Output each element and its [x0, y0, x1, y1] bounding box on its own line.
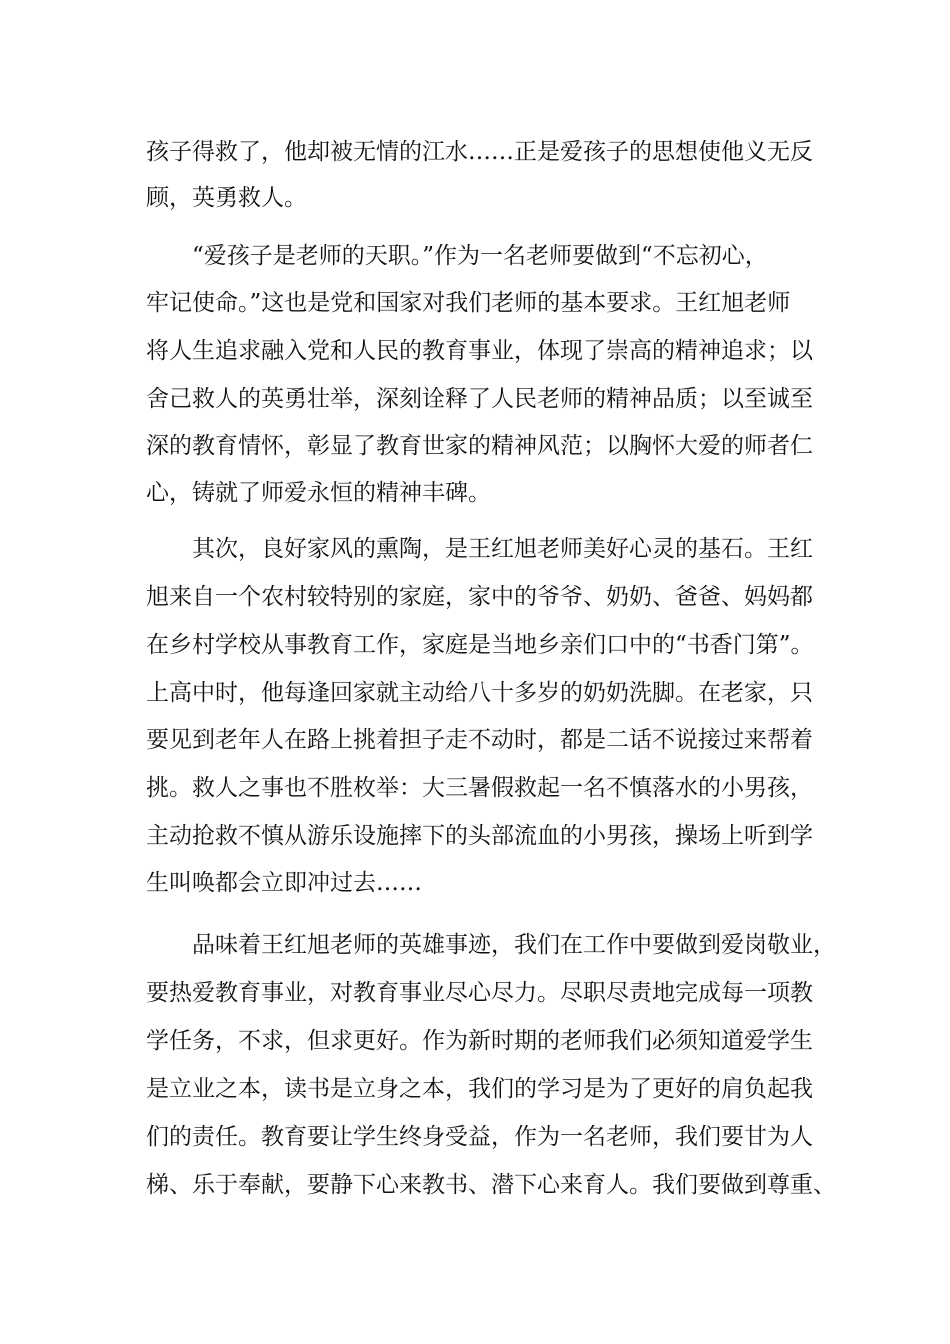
- text-line: 将人生追求融入党和人民的教育事业，体现了崇高的精神追求；以: [146, 338, 813, 364]
- text-line: 心，铸就了师爱永恒的精神丰碑。: [146, 480, 491, 506]
- text-line-paragraph-start: “爱孩子是老师的天职。”作为一名老师要做到“不忘初心，: [192, 243, 768, 269]
- text-line: 舍己救人的英勇壮举，深刻诠释了人民老师的精神品质；以至诚至: [146, 386, 813, 412]
- text-line: 在乡村学校从事教育工作，家庭是当地乡亲们口中的“书香门第”。: [146, 632, 814, 658]
- text-line: 学任务，不求，但求更好。作为新时期的老师我们必须知道爱学生: [146, 1028, 813, 1054]
- text-line: 旭来自一个农村较特别的家庭，家中的爷爷、奶奶、爸爸、妈妈都: [146, 584, 813, 610]
- text-line: 要热爱教育事业，对教育事业尽心尽力。尽职尽责地完成每一项教: [146, 980, 813, 1006]
- text-line: 顾，英勇救人。: [146, 185, 307, 211]
- text-line: 是立业之本，读书是立身之本，我们的学习是为了更好的肩负起我: [146, 1076, 813, 1102]
- text-line: 主动抢救不慎从游乐设施摔下的头部流血的小男孩，操场上听到学: [146, 823, 813, 849]
- text-line: 深的教育情怀，彰显了教育世家的精神风范；以胸怀大爱的师者仁: [146, 433, 813, 459]
- text-line: 们的责任。教育要让学生终身受益，作为一名老师，我们要甘为人: [146, 1124, 813, 1150]
- text-line: 生叫唤都会立即冲过去……: [146, 870, 422, 896]
- text-line: 要见到老年人在路上挑着担子走不动时，都是二话不说接过来帮着: [146, 727, 813, 753]
- text-line: 牢记使命。”这也是党和国家对我们老师的基本要求。王红旭老师: [146, 290, 791, 316]
- text-line: 挑。救人之事也不胜枚举：大三暑假救起一名不慎落水的小男孩，: [146, 775, 813, 801]
- text-line: 梯、乐于奉献，要静下心来教书、潜下心来育人。我们要做到尊重、: [146, 1172, 836, 1198]
- text-line-paragraph-start: 其次，良好家风的熏陶，是王红旭老师美好心灵的基石。王红: [192, 536, 813, 562]
- text-line: 上高中时，他每逢回家就主动给八十多岁的奶奶洗脚。在老家，只: [146, 680, 813, 706]
- text-line-paragraph-start: 品味着王红旭老师的英雄事迹，我们在工作中要做到爱岗敬业，: [192, 932, 836, 958]
- text-line: 孩子得救了，他却被无情的江水……正是爱孩子的思想使他义无反: [146, 139, 813, 165]
